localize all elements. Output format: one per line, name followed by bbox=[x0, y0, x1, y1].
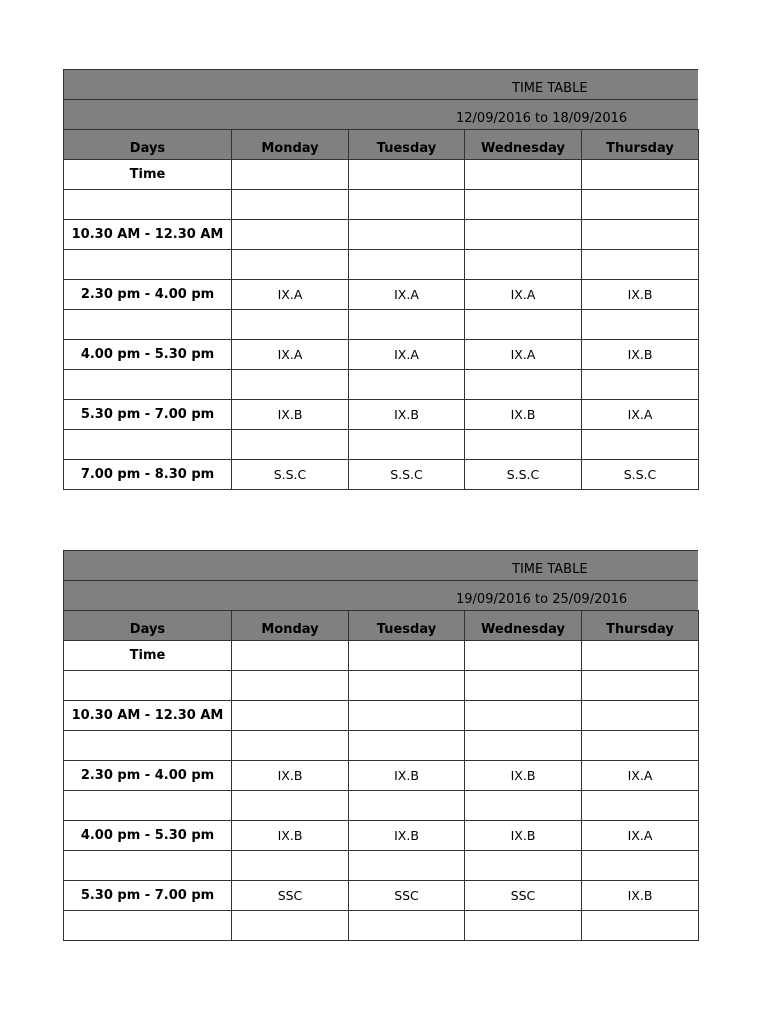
time-label-row bbox=[64, 160, 699, 190]
class-cell bbox=[582, 671, 699, 701]
time-slot-cell: 4.00 pm - 5.30 pm bbox=[64, 821, 232, 851]
timetable-date-range: 12/09/2016 to 18/09/2016 bbox=[456, 111, 628, 126]
class-cell bbox=[232, 190, 349, 220]
class-cell bbox=[232, 370, 349, 400]
class-cell bbox=[582, 310, 699, 340]
table-row bbox=[64, 400, 699, 430]
class-cell: IX.B bbox=[349, 821, 465, 851]
time-slot-cell bbox=[64, 430, 232, 460]
class-cell bbox=[232, 250, 349, 280]
class-cell bbox=[465, 220, 582, 250]
class-cell: IX.B bbox=[232, 821, 349, 851]
header-row bbox=[64, 130, 699, 160]
timetable-week-2 bbox=[63, 550, 698, 941]
class-cell: IX.A bbox=[349, 340, 465, 370]
table-row bbox=[64, 310, 699, 340]
timetable-title-bar bbox=[63, 69, 698, 99]
class-cell: IX.B bbox=[582, 280, 699, 310]
class-cell bbox=[349, 731, 465, 761]
class-cell bbox=[349, 701, 465, 731]
time-label: Time bbox=[64, 160, 232, 190]
table-row bbox=[64, 220, 699, 250]
class-cell bbox=[349, 190, 465, 220]
class-cell bbox=[582, 220, 699, 250]
timetable-grid bbox=[63, 610, 699, 941]
time-slot-cell bbox=[64, 731, 232, 761]
class-cell bbox=[465, 911, 582, 941]
class-cell bbox=[465, 250, 582, 280]
time-slot-cell bbox=[64, 250, 232, 280]
timetable-date-bar bbox=[63, 99, 698, 129]
class-cell bbox=[349, 310, 465, 340]
class-cell bbox=[465, 791, 582, 821]
class-cell bbox=[582, 430, 699, 460]
table-cell bbox=[232, 160, 349, 190]
timetable-title: TIME TABLE bbox=[512, 562, 588, 577]
class-cell bbox=[349, 220, 465, 250]
class-cell bbox=[582, 701, 699, 731]
class-cell bbox=[465, 310, 582, 340]
class-cell bbox=[465, 731, 582, 761]
header-day-wednesday: Wednesday bbox=[465, 611, 582, 641]
class-cell bbox=[582, 250, 699, 280]
time-label-row bbox=[64, 641, 699, 671]
table-cell bbox=[349, 160, 465, 190]
table-row bbox=[64, 851, 699, 881]
class-cell: S.S.C bbox=[465, 460, 582, 490]
class-cell bbox=[232, 911, 349, 941]
header-days: Days bbox=[64, 130, 232, 160]
table-cell bbox=[349, 641, 465, 671]
class-cell: SSC bbox=[349, 881, 465, 911]
table-cell bbox=[582, 641, 699, 671]
timetable-title-bar bbox=[63, 550, 698, 580]
class-cell bbox=[349, 370, 465, 400]
header-day-tuesday: Tuesday bbox=[349, 611, 465, 641]
class-cell: SSC bbox=[465, 881, 582, 911]
class-cell: IX.A bbox=[465, 340, 582, 370]
class-cell: IX.B bbox=[465, 400, 582, 430]
class-cell: IX.B bbox=[232, 400, 349, 430]
table-row bbox=[64, 881, 699, 911]
class-cell bbox=[465, 430, 582, 460]
class-cell: IX.B bbox=[582, 340, 699, 370]
table-cell bbox=[465, 641, 582, 671]
time-slot-cell: 10.30 AM - 12.30 AM bbox=[64, 220, 232, 250]
class-cell: IX.B bbox=[465, 821, 582, 851]
time-slot-cell: 7.00 pm - 8.30 pm bbox=[64, 460, 232, 490]
timetable-date-range: 19/09/2016 to 25/09/2016 bbox=[456, 592, 628, 607]
class-cell: IX.B bbox=[349, 400, 465, 430]
class-cell: IX.B bbox=[582, 881, 699, 911]
class-cell bbox=[232, 731, 349, 761]
table-row bbox=[64, 821, 699, 851]
timetable-week-1 bbox=[63, 69, 698, 490]
header-day-wednesday: Wednesday bbox=[465, 130, 582, 160]
class-cell bbox=[582, 370, 699, 400]
header-day-thursday: Thursday bbox=[582, 130, 699, 160]
class-cell: S.S.C bbox=[582, 460, 699, 490]
header-day-thursday: Thursday bbox=[582, 611, 699, 641]
time-slot-cell bbox=[64, 911, 232, 941]
header-day-tuesday: Tuesday bbox=[349, 130, 465, 160]
class-cell bbox=[349, 851, 465, 881]
class-cell: SSC bbox=[232, 881, 349, 911]
table-row bbox=[64, 731, 699, 761]
class-cell: IX.A bbox=[465, 280, 582, 310]
time-slot-cell: 2.30 pm - 4.00 pm bbox=[64, 761, 232, 791]
class-cell bbox=[465, 701, 582, 731]
class-cell: IX.A bbox=[582, 400, 699, 430]
class-cell bbox=[232, 671, 349, 701]
header-day-monday: Monday bbox=[232, 611, 349, 641]
header-row bbox=[64, 611, 699, 641]
class-cell bbox=[232, 310, 349, 340]
class-cell bbox=[349, 911, 465, 941]
class-cell: IX.A bbox=[349, 280, 465, 310]
class-cell bbox=[582, 851, 699, 881]
table-row bbox=[64, 250, 699, 280]
time-slot-cell bbox=[64, 791, 232, 821]
header-days: Days bbox=[64, 611, 232, 641]
class-cell bbox=[232, 701, 349, 731]
class-cell: S.S.C bbox=[349, 460, 465, 490]
class-cell bbox=[582, 731, 699, 761]
time-slot-cell: 5.30 pm - 7.00 pm bbox=[64, 881, 232, 911]
table-row bbox=[64, 911, 699, 941]
class-cell bbox=[582, 911, 699, 941]
class-cell bbox=[232, 851, 349, 881]
class-cell: IX.B bbox=[465, 761, 582, 791]
table-row bbox=[64, 280, 699, 310]
table-row bbox=[64, 791, 699, 821]
table-cell bbox=[582, 160, 699, 190]
class-cell bbox=[349, 791, 465, 821]
time-label: Time bbox=[64, 641, 232, 671]
time-slot-cell: 10.30 AM - 12.30 AM bbox=[64, 701, 232, 731]
table-row bbox=[64, 340, 699, 370]
time-slot-cell: 5.30 pm - 7.00 pm bbox=[64, 400, 232, 430]
time-slot-cell bbox=[64, 851, 232, 881]
table-row bbox=[64, 460, 699, 490]
time-slot-cell bbox=[64, 370, 232, 400]
time-slot-cell bbox=[64, 671, 232, 701]
class-cell bbox=[349, 671, 465, 701]
table-row bbox=[64, 430, 699, 460]
class-cell bbox=[232, 430, 349, 460]
table-row bbox=[64, 370, 699, 400]
time-slot-cell bbox=[64, 310, 232, 340]
class-cell: IX.A bbox=[232, 280, 349, 310]
class-cell bbox=[582, 791, 699, 821]
class-cell bbox=[582, 190, 699, 220]
timetable-grid bbox=[63, 129, 699, 490]
table-row bbox=[64, 190, 699, 220]
class-cell bbox=[349, 430, 465, 460]
table-row bbox=[64, 701, 699, 731]
timetable-title: TIME TABLE bbox=[512, 81, 588, 96]
table-cell bbox=[465, 160, 582, 190]
class-cell: IX.A bbox=[582, 761, 699, 791]
class-cell: IX.A bbox=[582, 821, 699, 851]
timetable-date-bar bbox=[63, 580, 698, 610]
table-cell bbox=[232, 641, 349, 671]
table-row bbox=[64, 761, 699, 791]
class-cell bbox=[465, 671, 582, 701]
class-cell: IX.B bbox=[349, 761, 465, 791]
class-cell bbox=[465, 190, 582, 220]
class-cell: S.S.C bbox=[232, 460, 349, 490]
table-row bbox=[64, 671, 699, 701]
class-cell bbox=[465, 851, 582, 881]
time-slot-cell: 2.30 pm - 4.00 pm bbox=[64, 280, 232, 310]
class-cell bbox=[232, 791, 349, 821]
class-cell bbox=[465, 370, 582, 400]
time-slot-cell: 4.00 pm - 5.30 pm bbox=[64, 340, 232, 370]
time-slot-cell bbox=[64, 190, 232, 220]
class-cell: IX.A bbox=[232, 340, 349, 370]
class-cell bbox=[232, 220, 349, 250]
header-day-monday: Monday bbox=[232, 130, 349, 160]
class-cell: IX.B bbox=[232, 761, 349, 791]
class-cell bbox=[349, 250, 465, 280]
